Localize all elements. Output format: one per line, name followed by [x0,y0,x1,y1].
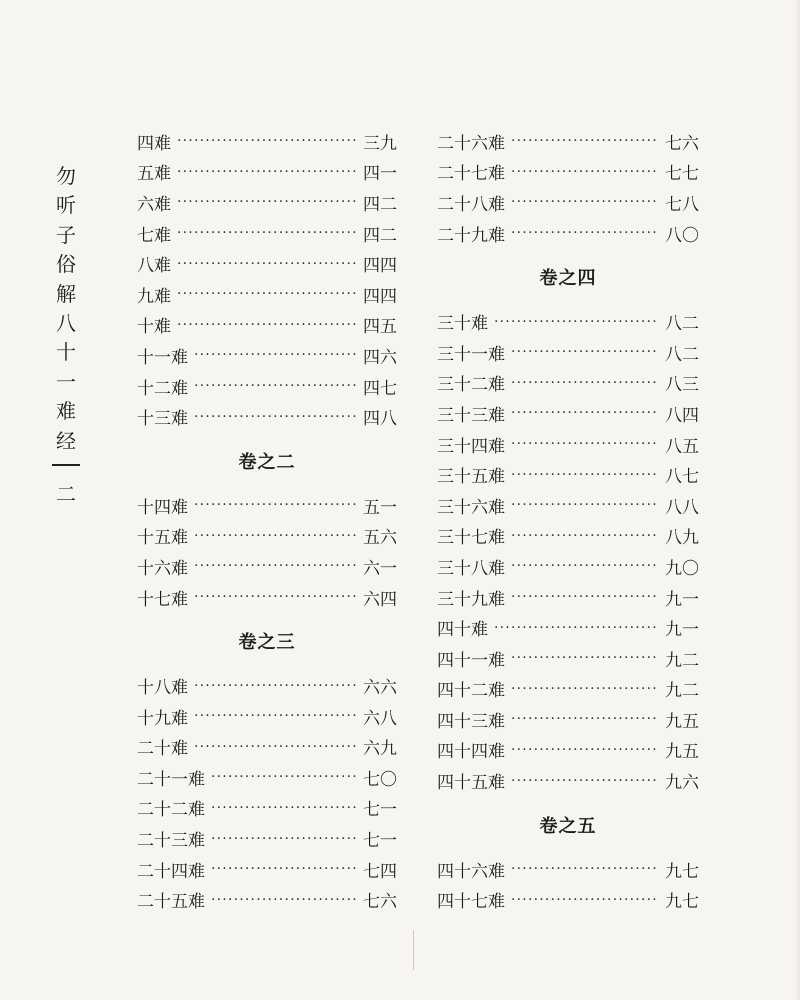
dot-leader [211,831,357,847]
toc-entry [137,126,397,157]
dot-leader [511,558,659,574]
entry-title: 五难 [137,164,171,185]
toc-entry [437,582,699,613]
entry-page-number: 四八 [363,409,397,430]
toc-entry [137,823,397,854]
toc-entry [137,670,397,701]
entry-page-number: 四五 [363,317,397,338]
dot-leader [511,497,659,513]
entry-title: 四十难 [437,620,488,641]
toc-entry [437,337,699,368]
title-char: 十 [56,340,76,365]
entry-page-number: 七七 [665,164,699,185]
toc-entry [137,187,397,218]
entry-page-number: 七六 [665,133,699,154]
entry-page-number: 四一 [363,164,397,185]
entry-title: 四十二难 [437,681,505,702]
entry-title: 十九难 [137,708,188,729]
entry-page-number: 三九 [363,133,397,154]
toc-entry [137,401,397,432]
section-heading: 卷之四 [539,268,597,290]
entry-page-number: 七一 [363,800,397,821]
entry-title: 二十二难 [137,800,205,821]
entry-page-number: 八二 [665,314,699,335]
entry-page-number: 八五 [665,436,699,457]
entry-title: 三十五难 [437,467,505,488]
dot-leader [511,528,659,544]
toc-entry [437,126,699,157]
entry-page-number: 九一 [665,589,699,610]
entry-title: 二十难 [137,739,188,760]
dot-leader [511,589,659,605]
section-heading: 卷之二 [238,451,296,473]
entry-title: 十四难 [137,497,188,518]
entry-page-number: 六四 [363,589,397,610]
toc-entry [137,762,397,793]
entry-title: 七难 [137,225,171,246]
entry-page-number: 七一 [363,831,397,852]
entry-page-number: 九五 [665,742,699,763]
dot-leader [511,344,659,360]
dot-leader [194,347,357,363]
toc-entry [137,340,397,371]
entry-title: 十七难 [137,589,188,610]
entry-title: 二十一难 [137,769,205,790]
entry-page-number: 九一 [665,620,699,641]
entry-title: 六难 [137,194,171,215]
entry-title: 四难 [137,133,171,154]
entry-page-number: 九七 [665,861,699,882]
dot-leader [511,650,659,666]
entry-page-number: 八四 [665,405,699,426]
toc-entry [137,854,397,885]
entry-title: 四十六难 [437,861,505,882]
entry-page-number: 七四 [363,861,397,882]
toc-entry [437,429,699,460]
title-char: 八 [56,311,76,336]
dot-leader [511,436,659,452]
entry-title: 十五难 [137,528,188,549]
entry-title: 十难 [137,317,171,338]
dot-leader [177,317,357,333]
dot-leader [511,892,659,908]
title-char: 经 [56,428,76,453]
dot-leader [511,711,659,727]
page-fold-mark [413,930,414,970]
entry-title: 四十七难 [437,892,505,913]
entry-title: 三十四难 [437,436,505,457]
entry-page-number: 九〇 [665,558,699,579]
dot-leader [211,769,357,785]
entry-page-number: 六九 [363,739,397,760]
entry-title: 十六难 [137,558,188,579]
entry-title: 二十六难 [437,133,505,154]
title-char: 一 [56,369,76,394]
toc-entry [437,490,699,521]
toc-entry [437,612,699,643]
entry-page-number: 五六 [363,528,397,549]
dot-leader [194,708,357,724]
entry-page-number: 六一 [363,558,397,579]
book-title-vertical [56,162,76,456]
title-char: 俗 [56,252,76,277]
page-edge-shadow [794,0,800,1000]
toc-entry [437,854,699,885]
dot-leader [511,164,659,180]
entry-page-number: 八九 [665,528,699,549]
dot-leader [494,620,659,636]
dot-leader [494,314,659,330]
header-divider [52,464,80,466]
entry-title: 二十八难 [437,194,505,215]
section-heading: 卷之三 [238,632,296,654]
entry-page-number: 五一 [363,497,397,518]
running-header [54,162,78,507]
entry-title: 三十七难 [437,528,505,549]
entry-title: 三十二难 [437,375,505,396]
toc-entry [137,218,397,249]
entry-title: 十八难 [137,678,188,699]
entry-page-number: 四七 [363,378,397,399]
entry-title: 十一难 [137,347,188,368]
entry-page-number: 四二 [363,194,397,215]
dot-leader [511,467,659,483]
dot-leader [194,739,357,755]
entry-page-number: 九二 [665,650,699,671]
entry-page-number: 四四 [363,286,397,307]
toc-entry [437,187,699,218]
toc-entry [437,735,699,766]
toc-column-right [437,126,699,915]
toc-entry [137,793,397,824]
dot-leader [177,286,357,302]
toc-entry [137,884,397,915]
toc-entry [437,551,699,582]
toc-entry [137,310,397,341]
entry-title: 九难 [137,286,171,307]
title-char: 勿 [56,164,76,188]
entry-title: 三十八难 [437,558,505,579]
toc-entry [137,521,397,552]
toc-entry [437,398,699,429]
entry-page-number: 七八 [665,194,699,215]
title-char: 听 [56,193,76,218]
entry-page-number: 九二 [665,681,699,702]
entry-title: 三十三难 [437,405,505,426]
entry-page-number: 六八 [363,708,397,729]
dot-leader [511,405,659,421]
entry-page-number: 四六 [363,347,397,368]
dot-leader [194,497,357,513]
entry-page-number: 四四 [363,256,397,277]
dot-leader [194,589,357,605]
entry-title: 二十五难 [137,892,205,913]
entry-page-number: 八二 [665,344,699,365]
toc-entry [437,368,699,399]
entry-title: 二十三难 [137,831,205,852]
entry-title: 二十九难 [437,225,505,246]
toc-entry [437,674,699,705]
dot-leader [511,773,659,789]
dot-leader [511,861,659,877]
entry-page-number: 六六 [363,678,397,699]
toc-entry [437,521,699,552]
dot-leader [194,378,357,394]
toc-entry [437,704,699,735]
toc-entry [137,701,397,732]
entry-title: 四十一难 [437,650,505,671]
toc-entry [437,884,699,915]
entry-page-number: 八七 [665,467,699,488]
page-number: 二 [56,482,76,507]
entry-page-number: 七〇 [363,769,397,790]
dot-leader [511,194,659,210]
entry-title: 十三难 [137,409,188,430]
dot-leader [194,528,357,544]
toc-entry [437,218,699,249]
entry-page-number: 八三 [665,375,699,396]
entry-title: 四十三难 [437,711,505,732]
entry-title: 八难 [137,256,171,277]
toc-entry [137,551,397,582]
dot-leader [211,861,357,877]
dot-leader [177,225,357,241]
dot-leader [177,164,357,180]
entry-page-number: 九五 [665,711,699,732]
title-char: 难 [56,399,76,424]
toc-entry [437,643,699,674]
entry-title: 三十一难 [437,344,505,365]
toc-entry [137,248,397,279]
entry-title: 十二难 [137,378,188,399]
title-char: 解 [56,281,76,306]
dot-leader [511,742,659,758]
entry-title: 四十四难 [437,742,505,763]
toc-entry [437,306,699,337]
dot-leader [211,800,357,816]
toc-entry [437,459,699,490]
entry-title: 二十七难 [437,164,505,185]
section-heading: 卷之五 [539,815,597,837]
entry-page-number: 八八 [665,497,699,518]
dot-leader [194,678,357,694]
entry-title: 三十六难 [437,497,505,518]
title-char: 子 [56,222,76,247]
entry-title: 三十难 [437,314,488,335]
dot-leader [177,133,357,149]
dot-leader [511,133,659,149]
toc-entry [137,582,397,613]
toc-entry [437,765,699,796]
dot-leader [194,558,357,574]
dot-leader [177,256,357,272]
entry-page-number: 九六 [665,773,699,794]
entry-title: 三十九难 [437,589,505,610]
dot-leader [194,409,357,425]
toc-entry [137,490,397,521]
toc-entry [137,732,397,763]
entry-title: 二十四难 [137,861,205,882]
dot-leader [211,892,357,908]
dot-leader [511,375,659,391]
entry-page-number: 八〇 [665,225,699,246]
entry-page-number: 四二 [363,225,397,246]
toc-entry [437,157,699,188]
toc-entry [137,279,397,310]
toc-entry [137,157,397,188]
entry-title: 四十五难 [437,773,505,794]
toc-entry [137,371,397,402]
entry-page-number: 七六 [363,892,397,913]
dot-leader [177,194,357,210]
dot-leader [511,681,659,697]
toc-column-left [137,126,397,915]
dot-leader [511,225,659,241]
entry-page-number: 九七 [665,892,699,913]
